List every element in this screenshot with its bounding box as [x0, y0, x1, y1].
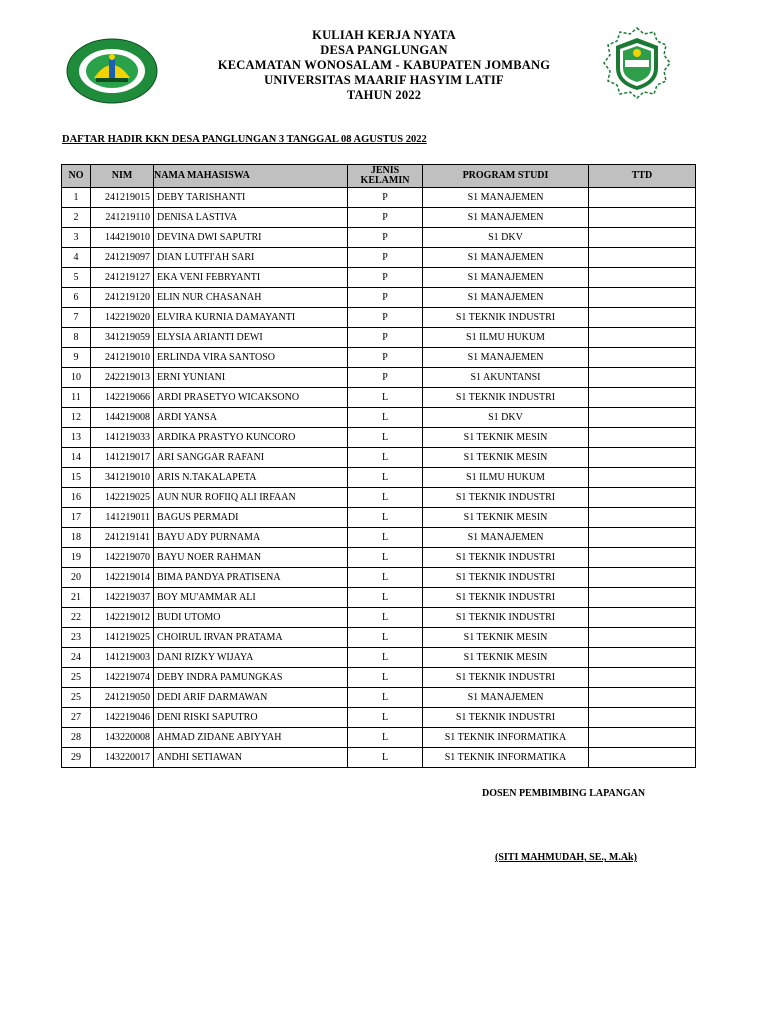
- cell-nama: ARI SANGGAR RAFANI: [154, 448, 348, 468]
- cell-no: 12: [62, 408, 91, 428]
- table-row: [62, 468, 696, 488]
- cell-nama: ANDHI SETIAWAN: [154, 748, 348, 768]
- cell-jenis-kelamin: L: [348, 648, 423, 668]
- table-row: [62, 488, 696, 508]
- table-row: [62, 428, 696, 448]
- table-row: [62, 188, 696, 208]
- table-row: [62, 508, 696, 528]
- document-header: [0, 28, 768, 103]
- header-line-2: DESA PANGLUNGAN: [320, 43, 448, 57]
- cell-nim: 142219012: [91, 608, 154, 628]
- cell-program-studi: S1 MANAJEMEN: [423, 288, 589, 308]
- cell-ttd: [589, 428, 696, 448]
- cell-program-studi: S1 TEKNIK INFORMATIKA: [423, 748, 589, 768]
- cell-nama: DANI RIZKY WIJAYA: [154, 648, 348, 668]
- cell-nama: ARDI PRASETYO WICAKSONO: [154, 388, 348, 408]
- cell-jenis-kelamin: P: [348, 328, 423, 348]
- cell-nama: ERLINDA VIRA SANTOSO: [154, 348, 348, 368]
- cell-program-studi: S1 MANAJEMEN: [423, 268, 589, 288]
- cell-nim: 142219014: [91, 568, 154, 588]
- cell-jenis-kelamin: L: [348, 448, 423, 468]
- table-row: [62, 368, 696, 388]
- cell-nim: 144219008: [91, 408, 154, 428]
- cell-program-studi: S1 TEKNIK INDUSTRI: [423, 568, 589, 588]
- cell-nama: BIMA PANDYA PRATISENA: [154, 568, 348, 588]
- header-ttd: TTD: [589, 165, 696, 188]
- cell-ttd: [589, 308, 696, 328]
- table-row: [62, 648, 696, 668]
- dosen-name: (SITI MAHMUDAH, SE., M.Ak): [495, 852, 637, 863]
- cell-no: 6: [62, 288, 91, 308]
- cell-nim: 141219017: [91, 448, 154, 468]
- cell-no: 18: [62, 528, 91, 548]
- cell-ttd: [589, 728, 696, 748]
- cell-ttd: [589, 528, 696, 548]
- cell-nim: 141219025: [91, 628, 154, 648]
- cell-nama: EKA VENI FEBRYANTI: [154, 268, 348, 288]
- table-row: [62, 588, 696, 608]
- cell-nim: 241219110: [91, 208, 154, 228]
- cell-nama: BAGUS PERMADI: [154, 508, 348, 528]
- cell-program-studi: S1 ILMU HUKUM: [423, 468, 589, 488]
- cell-no: 13: [62, 428, 91, 448]
- cell-ttd: [589, 488, 696, 508]
- cell-nim: 142219066: [91, 388, 154, 408]
- cell-program-studi: S1 TEKNIK INDUSTRI: [423, 588, 589, 608]
- cell-ttd: [589, 468, 696, 488]
- cell-nama: CHOIRUL IRVAN PRATAMA: [154, 628, 348, 648]
- cell-no: 9: [62, 348, 91, 368]
- cell-no: 11: [62, 388, 91, 408]
- cell-no: 8: [62, 328, 91, 348]
- cell-no: 29: [62, 748, 91, 768]
- cell-program-studi: S1 TEKNIK INDUSTRI: [423, 308, 589, 328]
- cell-ttd: [589, 288, 696, 308]
- cell-jenis-kelamin: P: [348, 208, 423, 228]
- cell-ttd: [589, 568, 696, 588]
- cell-nama: DENISA LASTIVA: [154, 208, 348, 228]
- cell-program-studi: S1 MANAJEMEN: [423, 248, 589, 268]
- cell-program-studi: S1 AKUNTANSI: [423, 368, 589, 388]
- header-line-3: KECAMATAN WONOSALAM - KABUPATEN JOMBANG: [217, 58, 551, 72]
- cell-jenis-kelamin: L: [348, 388, 423, 408]
- cell-nama: DEBY TARISHANTI: [154, 188, 348, 208]
- cell-ttd: [589, 668, 696, 688]
- cell-jenis-kelamin: L: [348, 488, 423, 508]
- table-row: [62, 668, 696, 688]
- cell-program-studi: S1 TEKNIK INDUSTRI: [423, 548, 589, 568]
- cell-nama: DEBY INDRA PAMUNGKAS: [154, 668, 348, 688]
- cell-nama: BAYU NOER RAHMAN: [154, 548, 348, 568]
- cell-nim: 241219097: [91, 248, 154, 268]
- cell-ttd: [589, 608, 696, 628]
- cell-nim: 142219070: [91, 548, 154, 568]
- cell-ttd: [589, 448, 696, 468]
- cell-nim: 141219011: [91, 508, 154, 528]
- cell-ttd: [589, 248, 696, 268]
- cell-nama: AHMAD ZIDANE ABIYYAH: [154, 728, 348, 748]
- cell-no: 1: [62, 188, 91, 208]
- cell-nim: 241219010: [91, 348, 154, 368]
- cell-ttd: [589, 408, 696, 428]
- cell-program-studi: S1 TEKNIK MESIN: [423, 428, 589, 448]
- cell-ttd: [589, 748, 696, 768]
- cell-jenis-kelamin: L: [348, 408, 423, 428]
- cell-jenis-kelamin: P: [348, 288, 423, 308]
- table-row: [62, 748, 696, 768]
- table-row: [62, 288, 696, 308]
- cell-nim: 241219127: [91, 268, 154, 288]
- cell-ttd: [589, 348, 696, 368]
- table-row: [62, 248, 696, 268]
- cell-jenis-kelamin: L: [348, 568, 423, 588]
- cell-jenis-kelamin: L: [348, 468, 423, 488]
- table-row: [62, 628, 696, 648]
- cell-nama: BOY MU'AMMAR ALI: [154, 588, 348, 608]
- cell-jenis-kelamin: L: [348, 748, 423, 768]
- cell-ttd: [589, 388, 696, 408]
- cell-nim: 141219003: [91, 648, 154, 668]
- cell-nim: 241219120: [91, 288, 154, 308]
- cell-nama: ELYSIA ARIANTI DEWI: [154, 328, 348, 348]
- cell-program-studi: S1 TEKNIK MESIN: [423, 648, 589, 668]
- table-row: [62, 348, 696, 368]
- table-row: [62, 608, 696, 628]
- table-row: [62, 228, 696, 248]
- cell-ttd: [589, 708, 696, 728]
- cell-nim: 241219050: [91, 688, 154, 708]
- cell-nama: ARDI YANSA: [154, 408, 348, 428]
- cell-ttd: [589, 548, 696, 568]
- table-row: [62, 528, 696, 548]
- cell-nama: ERNI YUNIANI: [154, 368, 348, 388]
- cell-no: 2: [62, 208, 91, 228]
- cell-program-studi: S1 TEKNIK MESIN: [423, 448, 589, 468]
- cell-nama: DEDI ARIF DARMAWAN: [154, 688, 348, 708]
- cell-jenis-kelamin: P: [348, 228, 423, 248]
- cell-jenis-kelamin: P: [348, 368, 423, 388]
- cell-nim: 241219141: [91, 528, 154, 548]
- cell-nim: 142219025: [91, 488, 154, 508]
- cell-nim: 142219046: [91, 708, 154, 728]
- cell-nim: 241219015: [91, 188, 154, 208]
- table-row: [62, 688, 696, 708]
- cell-program-studi: S1 TEKNIK INFORMATIKA: [423, 728, 589, 748]
- table-row: [62, 308, 696, 328]
- cell-program-studi: S1 TEKNIK INDUSTRI: [423, 608, 589, 628]
- table-header-row: [62, 165, 696, 188]
- cell-ttd: [589, 268, 696, 288]
- cell-no: 25: [62, 668, 91, 688]
- table-row: [62, 268, 696, 288]
- cell-nim: 144219010: [91, 228, 154, 248]
- cell-ttd: [589, 508, 696, 528]
- cell-nim: 341219059: [91, 328, 154, 348]
- cell-program-studi: S1 ILMU HUKUM: [423, 328, 589, 348]
- cell-nim: 142219037: [91, 588, 154, 608]
- cell-no: 17: [62, 508, 91, 528]
- table-row: [62, 568, 696, 588]
- cell-jenis-kelamin: L: [348, 688, 423, 708]
- cell-ttd: [589, 588, 696, 608]
- table-row: [62, 208, 696, 228]
- cell-no: 22: [62, 608, 91, 628]
- cell-program-studi: S1 TEKNIK INDUSTRI: [423, 668, 589, 688]
- header-line-5: TAHUN 2022: [346, 88, 422, 102]
- cell-program-studi: S1 MANAJEMEN: [423, 528, 589, 548]
- cell-no: 3: [62, 228, 91, 248]
- table-row: [62, 448, 696, 468]
- cell-no: 20: [62, 568, 91, 588]
- cell-no: 15: [62, 468, 91, 488]
- table-row: [62, 708, 696, 728]
- cell-ttd: [589, 328, 696, 348]
- cell-jenis-kelamin: L: [348, 508, 423, 528]
- cell-nama: ARDIKA PRASTYO KUNCORO: [154, 428, 348, 448]
- cell-program-studi: S1 MANAJEMEN: [423, 208, 589, 228]
- cell-nama: BAYU ADY PURNAMA: [154, 528, 348, 548]
- cell-program-studi: S1 MANAJEMEN: [423, 188, 589, 208]
- cell-nama: BUDI UTOMO: [154, 608, 348, 628]
- cell-nama: AUN NUR ROFIIQ ALI IRFAAN: [154, 488, 348, 508]
- table-row: [62, 328, 696, 348]
- cell-no: 19: [62, 548, 91, 568]
- cell-program-studi: S1 DKV: [423, 408, 589, 428]
- cell-jenis-kelamin: L: [348, 428, 423, 448]
- cell-no: 28: [62, 728, 91, 748]
- list-title: DAFTAR HADIR KKN DESA PANGLUNGAN 3 TANGGAL 08 AGUSTUS 2022: [62, 134, 427, 145]
- cell-nama: ELVIRA KURNIA DAMAYANTI: [154, 308, 348, 328]
- cell-no: 23: [62, 628, 91, 648]
- cell-jenis-kelamin: P: [348, 308, 423, 328]
- cell-jenis-kelamin: L: [348, 728, 423, 748]
- cell-nim: 143220017: [91, 748, 154, 768]
- cell-jenis-kelamin: L: [348, 528, 423, 548]
- cell-ttd: [589, 628, 696, 648]
- cell-nim: 242219013: [91, 368, 154, 388]
- cell-jenis-kelamin: L: [348, 708, 423, 728]
- header-nama: NAMA MAHASISWA: [154, 165, 348, 188]
- cell-no: 27: [62, 708, 91, 728]
- cell-program-studi: S1 MANAJEMEN: [423, 688, 589, 708]
- cell-nama: ARIS N.TAKALAPETA: [154, 468, 348, 488]
- cell-no: 7: [62, 308, 91, 328]
- header-nim: NIM: [91, 165, 154, 188]
- attendance-table: [61, 164, 696, 768]
- cell-nama: DENI RISKI SAPUTRO: [154, 708, 348, 728]
- cell-nama: DIAN LUTFI'AH SARI: [154, 248, 348, 268]
- dosen-label: DOSEN PEMBIMBING LAPANGAN: [482, 788, 646, 799]
- cell-nim: 142219074: [91, 668, 154, 688]
- cell-no: 5: [62, 268, 91, 288]
- cell-jenis-kelamin: P: [348, 188, 423, 208]
- cell-no: 25: [62, 688, 91, 708]
- cell-program-studi: S1 TEKNIK INDUSTRI: [423, 388, 589, 408]
- header-no: NO: [62, 165, 91, 188]
- cell-nama: DEVINA DWI SAPUTRI: [154, 228, 348, 248]
- header-jenis-kelamin: JENIS KELAMIN: [348, 165, 423, 188]
- cell-ttd: [589, 188, 696, 208]
- cell-jenis-kelamin: L: [348, 588, 423, 608]
- cell-no: 14: [62, 448, 91, 468]
- header-line-4: UNIVERSITAS MAARIF HASYIM LATIF: [264, 73, 504, 87]
- cell-program-studi: S1 MANAJEMEN: [423, 348, 589, 368]
- cell-no: 21: [62, 588, 91, 608]
- cell-program-studi: S1 TEKNIK INDUSTRI: [423, 708, 589, 728]
- cell-no: 16: [62, 488, 91, 508]
- cell-ttd: [589, 688, 696, 708]
- table-row: [62, 388, 696, 408]
- cell-jenis-kelamin: L: [348, 628, 423, 648]
- cell-jenis-kelamin: P: [348, 268, 423, 288]
- cell-no: 4: [62, 248, 91, 268]
- header-line-1: KULIAH KERJA NYATA: [312, 28, 456, 42]
- table-row: [62, 408, 696, 428]
- table-row: [62, 728, 696, 748]
- cell-ttd: [589, 368, 696, 388]
- cell-no: 24: [62, 648, 91, 668]
- cell-program-studi: S1 TEKNIK MESIN: [423, 508, 589, 528]
- cell-no: 10: [62, 368, 91, 388]
- cell-jenis-kelamin: P: [348, 348, 423, 368]
- cell-jenis-kelamin: L: [348, 548, 423, 568]
- cell-jenis-kelamin: P: [348, 248, 423, 268]
- cell-jenis-kelamin: L: [348, 668, 423, 688]
- header-program-studi: PROGRAM STUDI: [423, 165, 589, 188]
- cell-ttd: [589, 228, 696, 248]
- cell-nama: ELIN NUR CHASANAH: [154, 288, 348, 308]
- cell-ttd: [589, 648, 696, 668]
- cell-jenis-kelamin: L: [348, 608, 423, 628]
- cell-program-studi: S1 TEKNIK INDUSTRI: [423, 488, 589, 508]
- cell-nim: 143220008: [91, 728, 154, 748]
- cell-program-studi: S1 DKV: [423, 228, 589, 248]
- cell-program-studi: S1 TEKNIK MESIN: [423, 628, 589, 648]
- cell-nim: 141219033: [91, 428, 154, 448]
- cell-ttd: [589, 208, 696, 228]
- cell-nim: 142219020: [91, 308, 154, 328]
- table-row: [62, 548, 696, 568]
- cell-nim: 341219010: [91, 468, 154, 488]
